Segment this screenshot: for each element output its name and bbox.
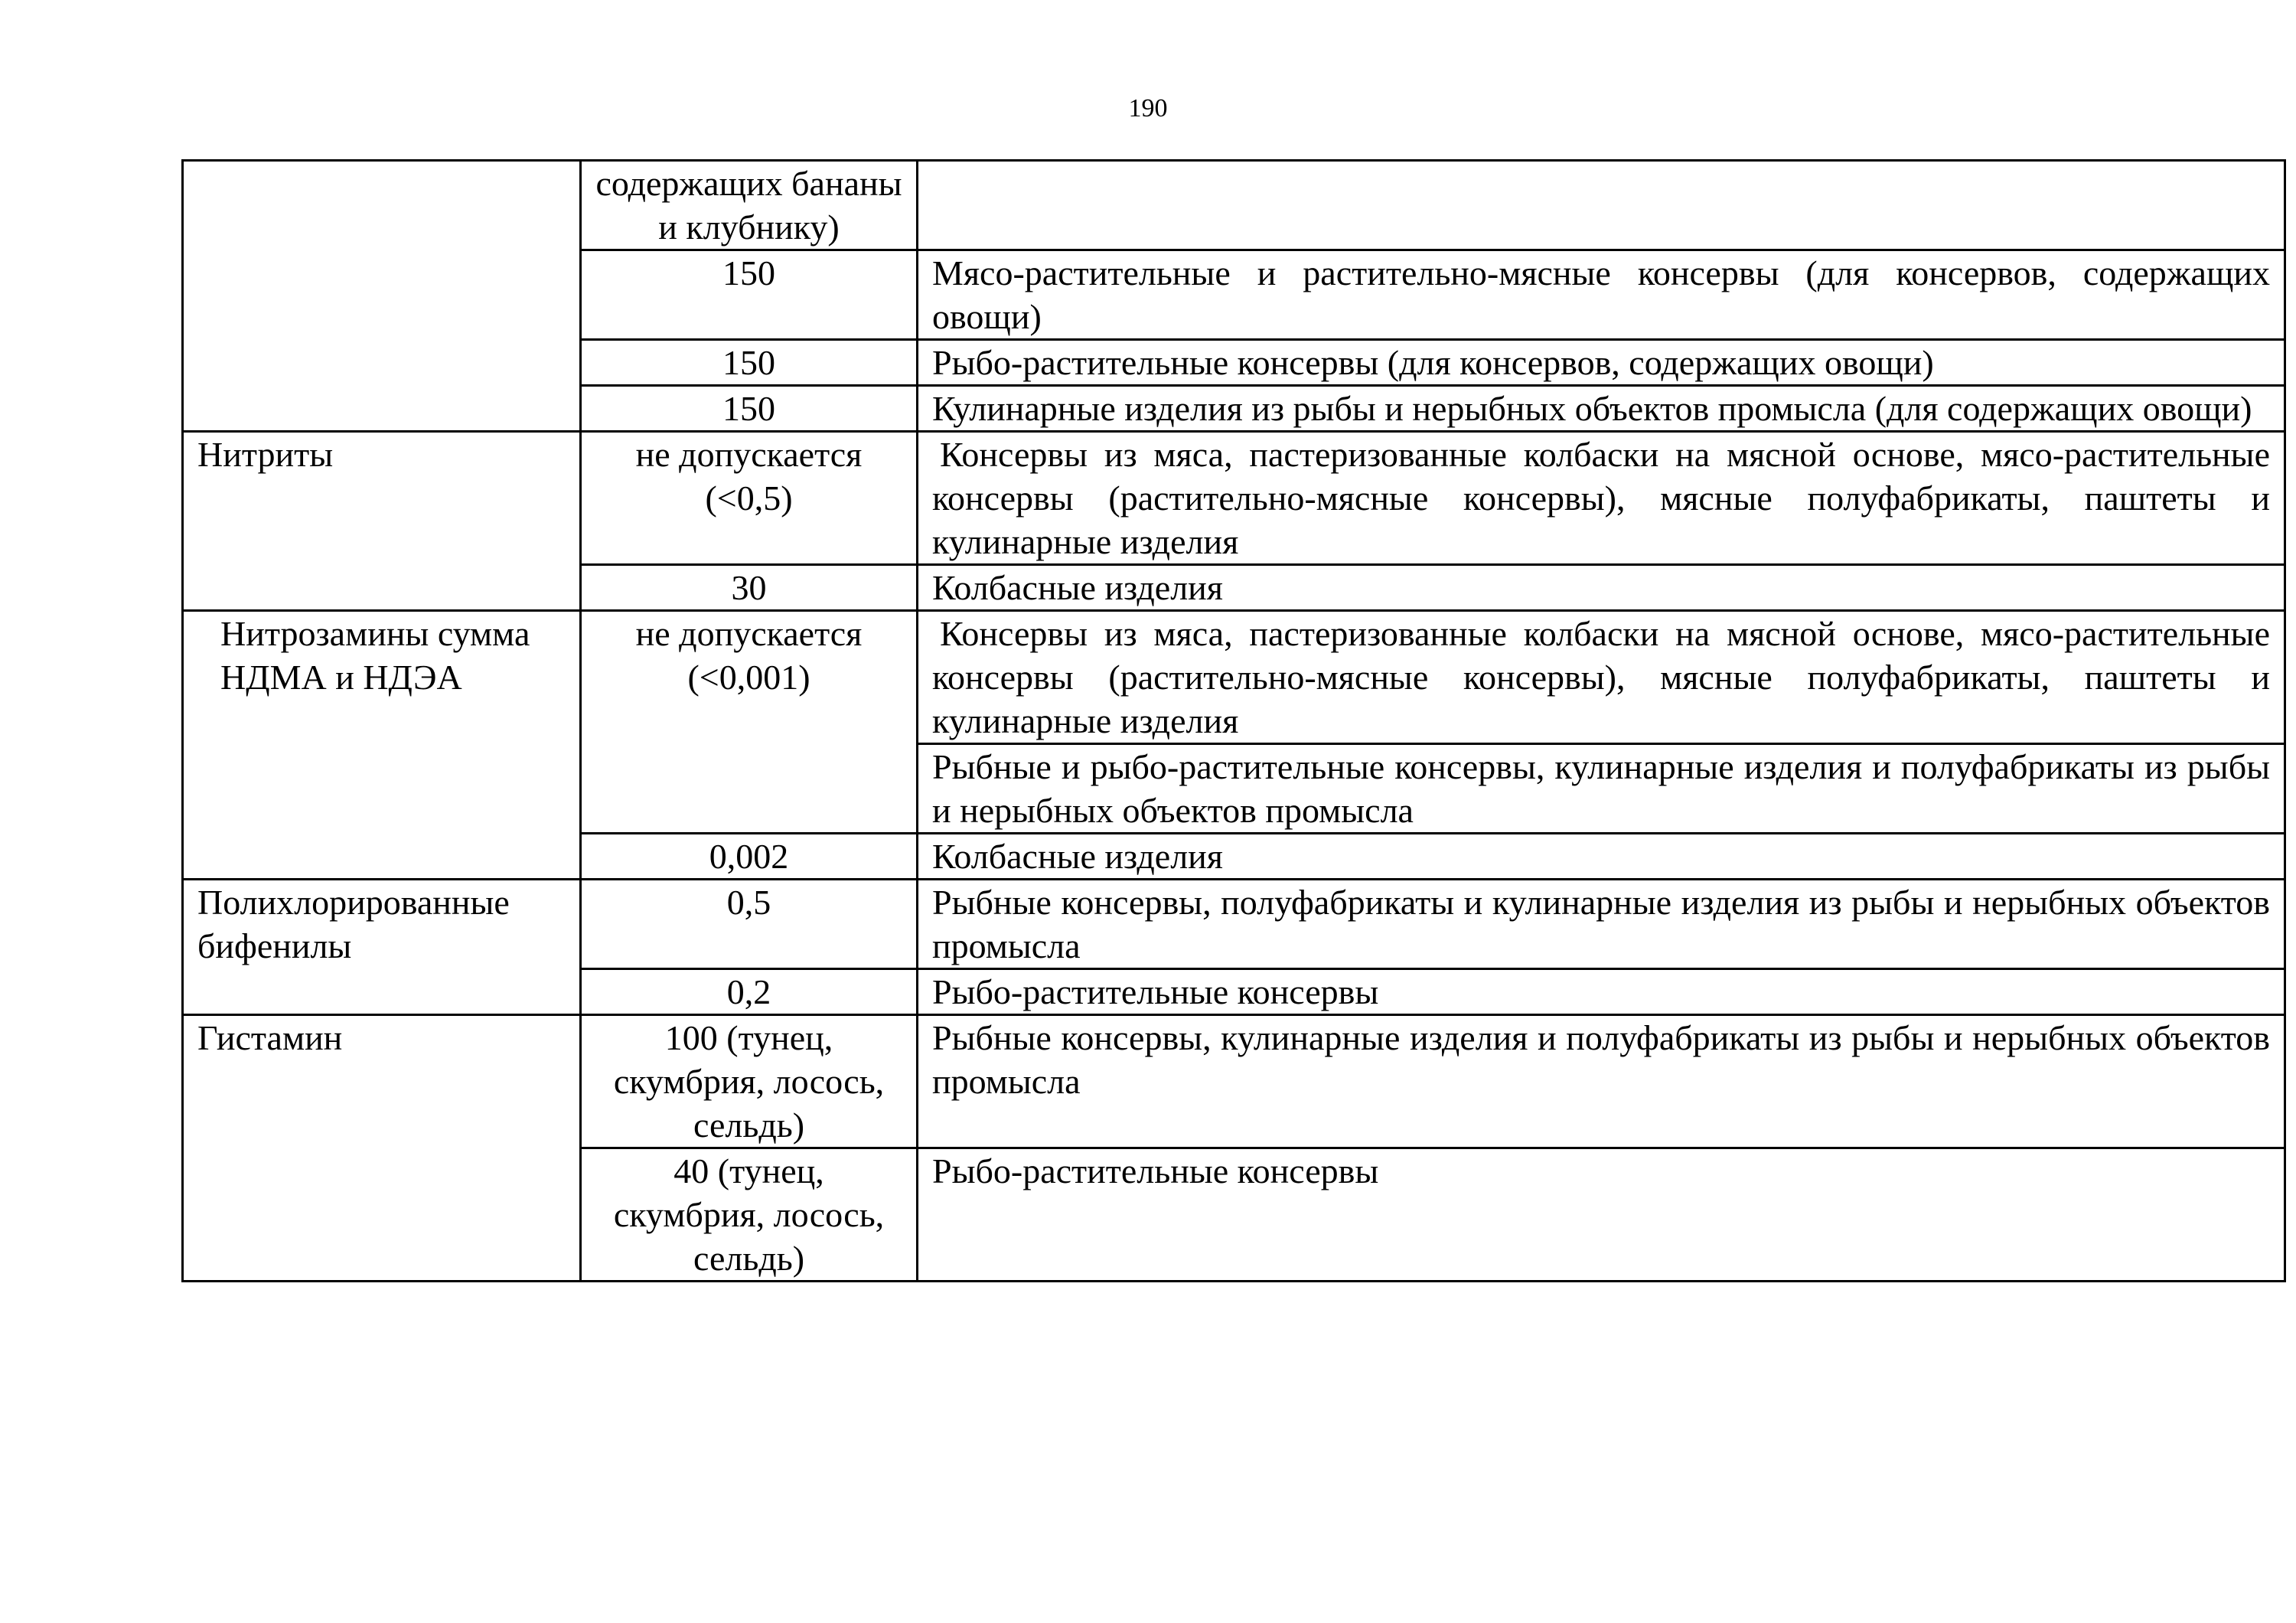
product-cell: Колбасные изделия [918,834,2285,880]
product-cell: Кулинарные изделия из рыбы и нерыбных объектов промысла (для содержащих овощи) [918,386,2285,432]
product-cell: Рыбо-растительные консервы (для консервов, содержащих овощи) [918,340,2285,386]
table-row [183,432,2285,565]
limit-value-cell: содержащих бананы и клубнику) [581,161,918,250]
product-cell: Рыбо-растительные консервы [918,1148,2285,1282]
table-row [183,1015,2285,1148]
indicator-name-cell [183,161,581,432]
limit-value-cell: 100 (тунец, скумбрия, лосось, сельдь) [581,1015,918,1148]
product-cell: Рыбо-растительные консервы [918,969,2285,1015]
limit-value-cell: 0,2 [581,969,918,1015]
product-cell: Рыбные консервы, кулинарные изделия и полуфабрикаты из рыбы и нерыбных объектов промысла [918,1015,2285,1148]
indicator-name-cell: Полихлорированные бифенилы [183,880,581,1015]
indicator-name-cell: Гистамин [183,1015,581,1282]
table-row [183,161,2285,250]
indicator-name-cell: Нитрозамины сумма НДМА и НДЭА [183,611,581,880]
limit-value-cell: не допускается (<0,001) [581,611,918,834]
limit-value-cell: 40 (тунец, скумбрия, лосось, сельдь) [581,1148,918,1282]
product-cell: Рыбные консервы, полуфабрикаты и кулинарные изделия из рыбы и нерыбных объектов промысла [918,880,2285,969]
product-cell: Рыбные и рыбо-растительные консервы, кулинарные изделия и полуфабрикаты из рыбы и нерыбных объектов промысла [918,744,2285,834]
product-cell: Консервы из мяса, пастеризованные колбаски на мясной основе, мясо-растительные консервы (растительно-мясные консервы), мясные полуфабрикаты, паштеты и кулинарные изделия [918,432,2285,565]
product-cell: Консервы из мяса, пастеризованные колбаски на мясной основе, мясо-растительные консервы (растительно-мясные консервы), мясные полуфабрикаты, паштеты и кулинарные изделия [918,611,2285,744]
indicator-name-cell: Нитриты [183,432,581,611]
limit-value-cell: 0,002 [581,834,918,880]
limit-value-cell: 150 [581,250,918,340]
limit-value-cell: 150 [581,340,918,386]
contaminants-table [181,159,2286,1282]
product-cell: Мясо-растительные и растительно-мясные консервы (для консервов, содержащих овощи) [918,250,2285,340]
product-cell: Колбасные изделия [918,565,2285,611]
table-row [183,880,2285,969]
limit-value-cell: 150 [581,386,918,432]
limit-value-cell: 0,5 [581,880,918,969]
table-row [183,611,2285,744]
limit-value-cell: не допускается (<0,5) [581,432,918,565]
product-cell [918,161,2285,250]
limit-value-cell: 30 [581,565,918,611]
page-number: 190 [1128,94,1168,122]
